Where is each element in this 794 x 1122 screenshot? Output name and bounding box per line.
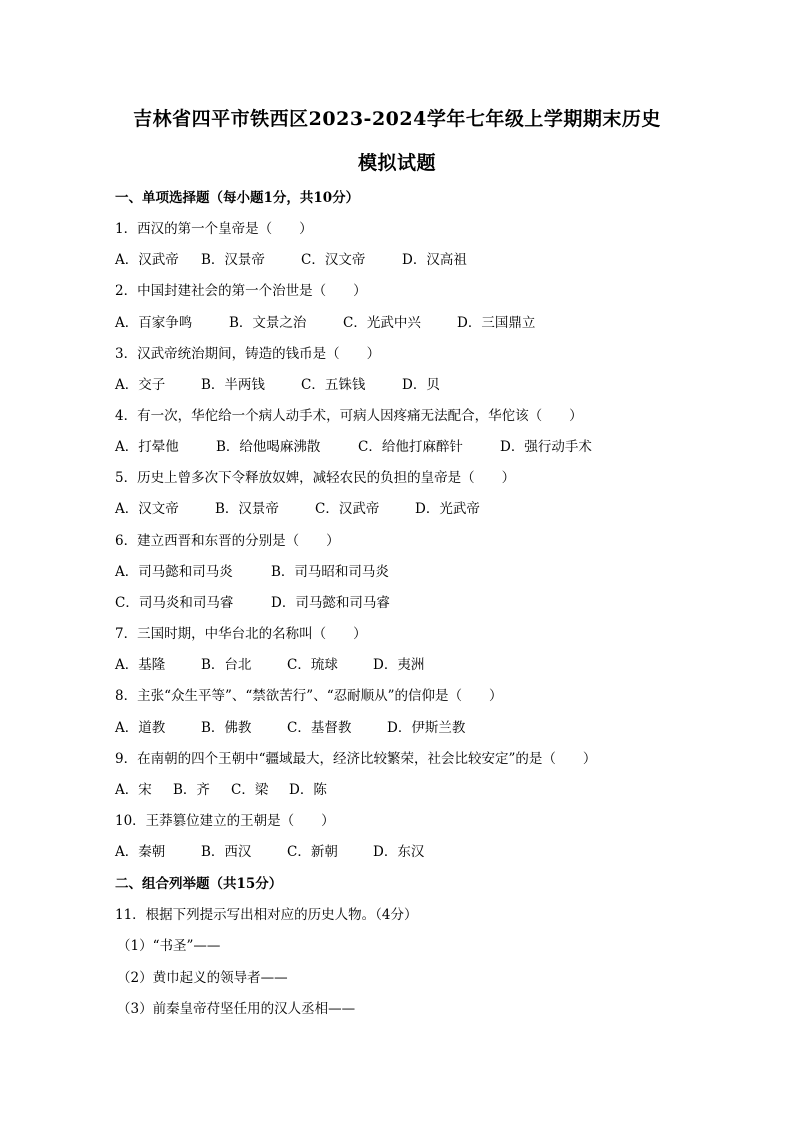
- question-9-option-a: A．宋: [115, 782, 152, 798]
- question-2-stem: 2．中国封建社会的第一个治世是（ ）: [115, 283, 367, 299]
- question-3-option-c: C．五铢钱: [301, 377, 366, 393]
- question-8-option-d: D．伊斯兰教: [387, 720, 466, 736]
- question-9-option-b: B．齐: [173, 782, 210, 798]
- question-9-option-d: D．陈: [289, 782, 327, 798]
- section-heading-single-choice: 一、单项选择题（每小题1分，共10分）: [115, 190, 360, 206]
- question-2-options: [115, 311, 535, 331]
- question-10-option-c: C．新朝: [287, 844, 338, 860]
- question-3-option-b: B．半两钱: [201, 377, 265, 393]
- question-3-options: [115, 373, 440, 393]
- question-2-option-b: B．文景之治: [229, 315, 307, 331]
- question-1-stem: 1．西汉的第一个皇帝是（ ）: [115, 221, 313, 237]
- question-4-option-b: B．给他喝麻沸散: [216, 439, 321, 455]
- question-10-option-d: D．东汉: [373, 844, 425, 860]
- question-4-option-d: D．强行动手术: [500, 439, 592, 455]
- question-1-option-d: D．汉高祖: [402, 252, 467, 268]
- question-8-option-a: A．道教: [115, 720, 166, 736]
- question-5-stem: 5．历史上曾多次下令释放奴婢，减轻农民的负担的皇帝是（ ）: [115, 470, 516, 486]
- question-8-options: [115, 716, 465, 736]
- question-7-stem: 7．三国时期，中华台北的名称叫（ ）: [115, 626, 367, 642]
- question-7-option-c: C．琉球: [287, 657, 338, 673]
- question-1-option-c: C．汉文帝: [301, 252, 366, 268]
- question-7-option-a: A．基隆: [115, 657, 166, 673]
- question-11-item-3: （3）前秦皇帝苻坚任用的汉人丞相——: [117, 1001, 356, 1017]
- question-6-options-row2: [115, 591, 390, 611]
- question-4-option-c: C．给他打麻醉针: [358, 439, 463, 455]
- question-10-option-b: B．西汉: [201, 844, 252, 860]
- question-11-item-2: （2）黄巾起义的领导者——: [117, 970, 288, 986]
- exam-title-line2: 模拟试题: [357, 152, 436, 174]
- question-8-stem: 8．主张“众生平等”、“禁欲苦行”、“忍耐顺从”的信仰是（ ）: [115, 688, 503, 704]
- question-6-option-b: B．司马昭和司马炎: [271, 564, 389, 580]
- question-11-stem: 11．根据下列提示写出相对应的历史人物。（4分）: [115, 907, 418, 923]
- question-9-option-c: C．梁: [231, 782, 269, 798]
- question-4-stem: 4．有一次，华佗给一个病人动手术，可病人因疼痛无法配合，华佗该（ ）: [115, 408, 583, 424]
- section-heading-combination: 二、组合列举题（共15分）: [115, 876, 283, 892]
- question-7-option-d: D．夷洲: [373, 657, 425, 673]
- question-10-option-a: A．秦朝: [115, 844, 166, 860]
- question-6-option-d: D．司马懿和司马睿: [271, 595, 390, 611]
- question-2-option-a: A．百家争鸣: [115, 315, 193, 331]
- question-1-option-a: A．汉武帝: [115, 252, 179, 268]
- question-10-stem: 10．王莽篡位建立的王朝是（ ）: [115, 813, 335, 829]
- question-2-option-d: D．三国鼎立: [457, 315, 536, 331]
- question-2-option-c: C．光武中兴: [343, 315, 421, 331]
- exam-title-line1: 吉林省四平市铁西区2023-2024学年七年级上学期期末历史: [133, 108, 661, 130]
- question-5-option-c: C．汉武帝: [315, 501, 380, 517]
- question-3-option-a: A．交子: [115, 377, 166, 393]
- question-1-option-b: B．汉景帝: [201, 252, 265, 268]
- question-1-options: [115, 248, 467, 268]
- question-8-option-b: B．佛教: [201, 720, 252, 736]
- question-3-option-d: D．贝: [402, 377, 440, 393]
- question-5-option-d: D．光武帝: [415, 501, 480, 517]
- question-8-option-c: C．基督教: [287, 720, 352, 736]
- question-7-option-b: B．台北: [201, 657, 252, 673]
- question-6-option-a: A．司马懿和司马炎: [115, 564, 233, 580]
- question-6-option-c: C．司马炎和司马睿: [115, 595, 234, 611]
- question-3-stem: 3．汉武帝统治期间，铸造的钱币是（ ）: [115, 346, 381, 362]
- question-6-options-row1: [115, 560, 389, 580]
- question-5-option-a: A．汉文帝: [115, 501, 179, 517]
- question-5-options: [115, 497, 480, 517]
- question-4-options: [115, 435, 592, 455]
- question-4-option-a: A．打晕他: [115, 439, 179, 455]
- question-11-item-1: （1）“书圣”——: [117, 938, 221, 954]
- question-6-stem: 6．建立西晋和东晋的分别是（ ）: [115, 533, 340, 549]
- question-10-options: [115, 840, 424, 860]
- question-9-stem: 9．在南朝的四个王朝中“疆域最大，经济比较繁荣，社会比较安定”的是（ ）: [115, 751, 597, 767]
- question-5-option-b: B．汉景帝: [215, 501, 279, 517]
- question-9-options: [115, 778, 327, 798]
- question-7-options: [115, 653, 424, 673]
